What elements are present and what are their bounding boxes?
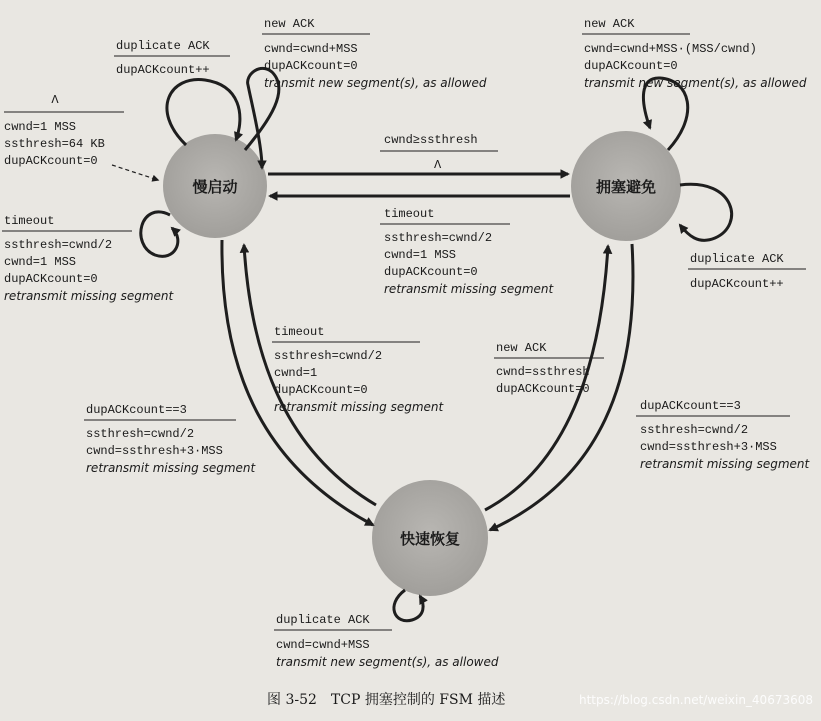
- ss-timeout-line1: ssthresh=cwnd/2: [4, 238, 113, 252]
- fr-new-ack-line1: cwnd=ssthresh: [496, 365, 590, 379]
- label-ss-to-ca: [380, 133, 498, 172]
- label-fr-timeout: [272, 325, 445, 414]
- label-ss-dup-ack: [114, 39, 230, 77]
- ss-timeout-line4: retransmit missing segment: [4, 289, 174, 303]
- init-line3: dupACKcount=0: [4, 154, 98, 168]
- ca-dup-ack-title: duplicate ACK: [690, 252, 784, 266]
- state-congestion-avoidance: [571, 131, 681, 241]
- ca-dup3-line2: cwnd=ssthresh+3·MSS: [640, 440, 777, 454]
- label-initial: [4, 93, 124, 168]
- fr-timeout-line3: dupACKcount=0: [274, 383, 368, 397]
- ss-dup3-line2: cwnd=ssthresh+3·MSS: [86, 444, 223, 458]
- fr-timeout-line4: retransmit missing segment: [274, 400, 444, 414]
- init-line1: cwnd=1 MSS: [4, 120, 77, 134]
- label-ca-new-ack: [582, 17, 807, 90]
- fr-timeout-line1: ssthresh=cwnd/2: [274, 349, 383, 363]
- state-fast-recovery: [372, 480, 488, 596]
- ca-new-ack-line1: cwnd=cwnd+MSS·(MSS/cwnd): [584, 42, 757, 56]
- ca-timeout-line2: cwnd=1 MSS: [384, 248, 457, 262]
- label-fr-dup-ack: [274, 613, 499, 669]
- ss-dup3-line1: ssthresh=cwnd/2: [86, 427, 195, 441]
- edge-ss-dup-ack-loop: [167, 80, 240, 145]
- ss-new-ack-line3: transmit new segment(s), as allowed: [264, 76, 487, 90]
- ca-dup3-title: dupACKcount==3: [640, 399, 741, 413]
- fr-timeout-title: timeout: [274, 325, 325, 339]
- ss-dup-ack-line1: dupACKcount++: [116, 63, 210, 77]
- init-line2: ssthresh=64 KB: [4, 137, 105, 151]
- label-ss-timeout: [2, 214, 175, 303]
- fr-dup-ack-line2: transmit new segment(s), as allowed: [276, 655, 499, 669]
- edge-ss-timeout-loop: [141, 212, 178, 256]
- ss-new-ack-line2: dupACKcount=0: [264, 59, 358, 73]
- ss-new-ack-title: new ACK: [264, 17, 315, 31]
- ca-timeout-line3: dupACKcount=0: [384, 265, 478, 279]
- ss-to-ca-line1: cwnd≥ssthresh: [384, 133, 478, 147]
- ss-dup-ack-title: duplicate ACK: [116, 39, 210, 53]
- ca-timeout-line1: ssthresh=cwnd/2: [384, 231, 493, 245]
- figure-caption: 图 3-52 TCP 拥塞控制的 FSM 描述: [267, 692, 506, 708]
- ca-new-ack-line3: transmit new segment(s), as allowed: [584, 76, 807, 90]
- ss-timeout-line2: cwnd=1 MSS: [4, 255, 77, 269]
- label-ss-dup3: [84, 403, 257, 475]
- fr-new-ack-title: new ACK: [496, 341, 547, 355]
- ca-dup3-line3: retransmit missing segment: [640, 457, 810, 471]
- ca-timeout-title: timeout: [384, 207, 435, 221]
- fr-new-ack-line2: dupACKcount=0: [496, 382, 590, 396]
- label-fr-new-ack: [494, 341, 604, 396]
- state-congestion-avoidance-label: 拥塞避免: [595, 178, 657, 196]
- ss-timeout-line3: dupACKcount=0: [4, 272, 98, 286]
- edge-initial: [112, 165, 158, 180]
- fr-timeout-line2: cwnd=1: [274, 366, 318, 380]
- ss-dup3-line3: retransmit missing segment: [86, 461, 256, 475]
- ss-new-ack-line1: cwnd=cwnd+MSS: [264, 42, 358, 56]
- watermark-text: https://blog.csdn.net/weixin_40673608: [578, 693, 813, 707]
- state-slow-start-label: 慢启动: [192, 178, 238, 196]
- label-ca-dup3: [636, 399, 811, 471]
- fr-dup-ack-title: duplicate ACK: [276, 613, 370, 627]
- fr-dup-ack-line1: cwnd=cwnd+MSS: [276, 638, 370, 652]
- ca-dup-ack-line1: dupACKcount++: [690, 277, 784, 291]
- init-lambda: Λ: [51, 93, 59, 107]
- ss-to-ca-lambda: Λ: [434, 158, 442, 172]
- state-fast-recovery-label: 快速恢复: [399, 530, 461, 548]
- ca-dup3-line1: ssthresh=cwnd/2: [640, 423, 749, 437]
- ca-new-ack-line2: dupACKcount=0: [584, 59, 678, 73]
- label-ca-timeout: [380, 207, 555, 296]
- ca-timeout-line4: retransmit missing segment: [384, 282, 554, 296]
- state-slow-start: [163, 134, 267, 238]
- label-ss-new-ack: [262, 17, 487, 90]
- label-ca-dup-ack: [688, 252, 806, 291]
- ca-new-ack-title: new ACK: [584, 17, 635, 31]
- ss-timeout-title: timeout: [4, 214, 55, 228]
- edge-ca-dup-ack-loop: [680, 184, 732, 240]
- ss-dup3-title: dupACKcount==3: [86, 403, 187, 417]
